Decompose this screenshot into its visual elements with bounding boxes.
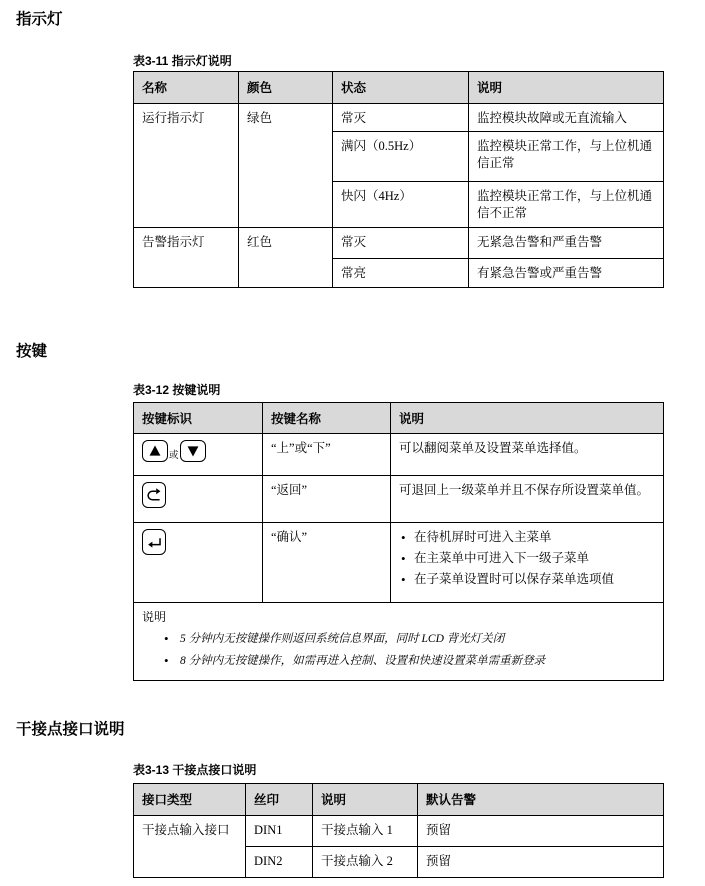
header-cell-key-desc: 说明 <box>391 403 664 434</box>
cell-desc: 监控模块正常工作，与上位机通信不正常 <box>469 182 664 228</box>
list-item: • 在主菜单中可进入下一级子菜单 <box>399 550 655 567</box>
table-row <box>134 104 664 132</box>
cell-state: 常亮 <box>333 259 469 288</box>
cell-state: 满闪（0.5Hz） <box>333 132 469 182</box>
list-item: • 5 分钟内无按键操作则返回系统信息界面，同时 LCD 背光灯关闭 <box>164 632 655 647</box>
confirm-key-bullet-list <box>399 529 655 588</box>
up-arrow-key-icon <box>142 440 168 462</box>
list-item: • 在待机屏时可进入主菜单 <box>399 529 655 546</box>
header-cell-default-alarm: 默认告警 <box>418 784 664 816</box>
cell-silkscreen: DIN1 <box>246 816 313 847</box>
header-cell-name: 名称 <box>134 72 239 104</box>
cell-key-desc: 可退回上一级菜单并且不保存所设置菜单值。 <box>391 476 664 523</box>
cell-state: 常灭 <box>333 104 469 132</box>
table-row <box>134 476 664 523</box>
header-cell-port-type: 接口类型 <box>134 784 246 816</box>
section-heading-indicators: 指示灯 <box>16 11 63 28</box>
table-header-row <box>134 403 664 434</box>
cell-silkscreen: DIN2 <box>246 847 313 878</box>
cell-port-type: 干接点输入接口 <box>134 816 246 878</box>
cell-indicator-color: 绿色 <box>239 104 333 228</box>
table-row <box>134 816 664 847</box>
list-item: • 8 分钟内无按键操作，如需再进入控制、设置和快速设置菜单需重新登录 <box>164 654 655 669</box>
enter-key-icon <box>142 529 166 555</box>
section-heading-keys: 按键 <box>16 343 48 360</box>
note-cell <box>134 603 664 681</box>
cell-key-name: “上”或“下” <box>263 434 391 476</box>
table-row <box>134 434 664 476</box>
cell-state: 快闪（4Hz） <box>333 182 469 228</box>
cell-desc: 干接点输入 1 <box>313 816 418 847</box>
header-cell-silkscreen: 丝印 <box>246 784 313 816</box>
table-header-row <box>134 72 664 104</box>
cell-key-name: “返回” <box>263 476 391 523</box>
cell-key-icons <box>134 434 263 476</box>
cell-default-alarm: 预留 <box>418 816 664 847</box>
table-note-row <box>134 603 664 681</box>
cell-desc: 无紧急告警和严重告警 <box>469 228 664 259</box>
table-caption-3-11: 表3-11 指示灯说明 <box>133 54 232 68</box>
cell-desc: 监控模块正常工作，与上位机通信正常 <box>469 132 664 182</box>
table-header-row <box>134 784 664 816</box>
table-caption-3-13: 表3-13 干接点接口说明 <box>133 763 257 777</box>
cell-key-desc <box>391 523 664 603</box>
note-label: 说明 <box>142 610 167 624</box>
cell-indicator-name: 告警指示灯 <box>134 228 239 288</box>
cell-key-icons <box>134 523 263 603</box>
table-row <box>134 523 664 603</box>
table-row <box>134 228 664 259</box>
header-cell-desc: 说明 <box>313 784 418 816</box>
cell-key-name: “确认” <box>263 523 391 603</box>
list-item: • 在子菜单设置时可以保存菜单选项值 <box>399 571 655 588</box>
cell-key-desc: 可以翻阅菜单及设置菜单选择值。 <box>391 434 664 476</box>
return-key-icon <box>142 482 166 508</box>
table-caption-3-12: 表3-12 按键说明 <box>133 383 221 397</box>
header-cell-state: 状态 <box>333 72 469 104</box>
cell-default-alarm: 预留 <box>418 847 664 878</box>
cell-state: 常灭 <box>333 228 469 259</box>
cell-desc: 干接点输入 2 <box>313 847 418 878</box>
keys-table <box>133 402 664 681</box>
cell-indicator-color: 红色 <box>239 228 333 288</box>
section-heading-dry-contact: 干接点接口说明 <box>16 721 125 738</box>
down-arrow-key-icon <box>180 440 206 462</box>
header-cell-color: 颜色 <box>239 72 333 104</box>
dry-contact-table <box>133 783 664 878</box>
header-cell-key-mark: 按键标识 <box>134 403 263 434</box>
key-joiner-text: 或 <box>169 451 179 461</box>
cell-desc: 监控模块故障或无直流输入 <box>469 104 664 132</box>
cell-key-icons <box>134 476 263 523</box>
cell-indicator-name: 运行指示灯 <box>134 104 239 228</box>
cell-desc: 有紧急告警或严重告警 <box>469 259 664 288</box>
header-cell-desc: 说明 <box>469 72 664 104</box>
indicator-table <box>133 71 664 288</box>
note-bullet-list <box>142 632 655 669</box>
header-cell-key-name: 按键名称 <box>263 403 391 434</box>
